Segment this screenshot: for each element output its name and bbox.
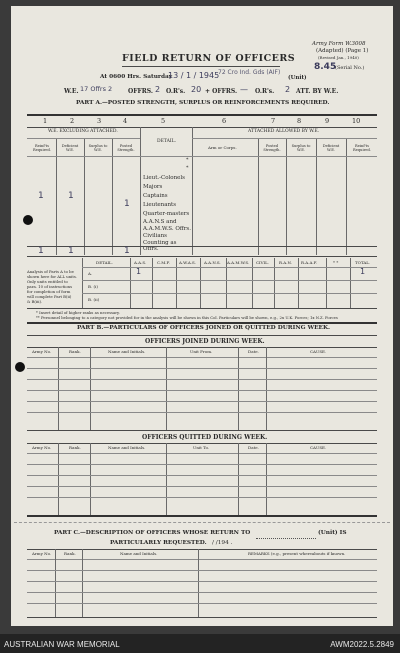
grid-line (152, 258, 153, 308)
joined-bottom-rule (27, 430, 377, 431)
rank-captains: Captains (143, 193, 168, 199)
analysis-col-header: A.A.N.S. (204, 260, 221, 265)
archive-footer (0, 634, 400, 653)
part-a-title: PART A.—POSTED STRENGTH, SURPLUS OR REINFORCEMENTS REQUIRED. (76, 100, 330, 106)
we-value: 17 Offrs 2 (80, 85, 113, 93)
part-c-line1-suffix: (Unit) IS (318, 530, 347, 536)
col-header: Surplus to W.E. (291, 144, 311, 153)
ors-value: 20 (191, 85, 202, 94)
plus-offrs-value: — (240, 85, 248, 94)
grid-line (166, 443, 167, 515)
part-a-top-rule (27, 114, 377, 116)
analysis-row-rule (82, 293, 377, 294)
quitted-title: OFFICERS QUITTED DURING WEEK. (142, 434, 268, 441)
part-c-col-remarks: REMARKS (e.g., present whereabouts if known. (248, 551, 346, 556)
col-number: 9 (325, 117, 330, 125)
form-ref-line-3: (Revised Jan., 1940) (318, 55, 359, 60)
quitted-row-rule (27, 486, 377, 487)
part-c-unit-blank (256, 538, 316, 539)
total-posted-strength: 1 (124, 246, 130, 256)
joined-col-name: Name and Initials. (108, 349, 146, 354)
analysis-line: para. 10 of instructions (27, 284, 73, 289)
analysis-col-header: TOTAL. (355, 260, 371, 265)
quitted-header-rule (27, 453, 377, 454)
footnote-2: ** Personnel belonging to a category not provided for in the analysis will be shown in this Col. Particulars will be shown, e.g., 2x U.K. Forces; 1x N.Z. Forces (36, 315, 338, 320)
joined-row-rule (27, 390, 377, 391)
plus-offrs-label: + OFFRS. (205, 88, 238, 95)
grid-line (140, 127, 141, 255)
quitted-title-rule (27, 443, 377, 444)
grid-line (176, 258, 177, 308)
grid-line (166, 347, 167, 430)
grid-line (90, 443, 91, 515)
grid-line (298, 258, 299, 308)
part-b-top-rule (27, 322, 377, 324)
part-c-bottom-rule (27, 617, 377, 618)
grid-line (252, 258, 253, 308)
quitted-row-rule (27, 464, 377, 465)
quitted-col-unit-to: Unit To. (193, 445, 210, 450)
col-header: Posted Strength. (117, 144, 135, 153)
att-value: 2 (285, 85, 291, 94)
grid-line (198, 549, 199, 617)
grid-line (350, 258, 351, 308)
part-c-row-rule (27, 581, 377, 582)
col-number: 10 (352, 117, 361, 125)
grid-line (238, 443, 239, 515)
quitted-row-rule (27, 475, 377, 476)
part-c-row-rule (27, 603, 377, 604)
ors2-label: O.R's. (255, 88, 275, 95)
total-rule (27, 246, 377, 247)
we-label: W.E. (64, 88, 79, 95)
group-right-header: ATTACHED ALLOWED BY W.E. (248, 129, 320, 134)
offrs-label: OFFRS. (128, 88, 153, 95)
part-b-bottom-rule (27, 515, 377, 517)
analysis-row-label: A. (88, 271, 93, 276)
joined-col-unit-from: Unit From. (190, 349, 213, 354)
asterisk-marker: * (186, 165, 189, 171)
value-deficient: 1 (68, 191, 74, 201)
quitted-col-cause: CAUSE. (310, 445, 327, 450)
grid-line (82, 549, 83, 617)
analysis-line: for completion of form (27, 289, 71, 294)
part-b-title: PART B.—PARTICULARS OF OFFICERS JOINED OR QUITTED DURING WEEK. (77, 325, 331, 331)
analysis-col-header: A.W.A.S. (179, 260, 196, 265)
grid-line (58, 443, 59, 515)
col-header: Arm or Corps. (208, 145, 237, 150)
punch-hole-bottom (15, 362, 25, 372)
part-c-header-rule (27, 559, 377, 560)
joined-row-rule (27, 401, 377, 402)
quitted-row-rule (27, 497, 377, 498)
joined-row-rule (27, 368, 377, 369)
part-c-line1-prefix: PART C.—DESCRIPTION OF OFFICERS WHOSE RETURN TO (54, 530, 251, 536)
footer-institution: AUSTRALIAN WAR MEMORIAL (4, 640, 120, 649)
hours-label: At 0600 Hrs. Saturday (100, 74, 173, 80)
part-c-row-rule (27, 592, 377, 593)
grid-line (55, 549, 56, 617)
value-posted-strength: 1 (124, 199, 130, 209)
joined-row-rule (27, 379, 377, 380)
col-header: Deficient W.E. (61, 144, 79, 153)
part-a-header-rule (27, 127, 377, 128)
form-ref-line-2: (Adapted) (Page 1) (316, 48, 369, 54)
part-c-col-rank: Rank. (64, 551, 76, 556)
col-number: 2 (70, 117, 75, 125)
group-left-header: W.E. EXCLUDING ATTACHED. (48, 129, 118, 134)
unit-value: 72 Cro Ind. Gds (AIF) (218, 69, 281, 76)
footer-accession-number: AWM2022.5.2849 (330, 640, 394, 649)
group-rule-right (192, 138, 377, 139)
value-reinf-required: 1 (38, 191, 44, 201)
part-b-title-rule (27, 335, 377, 336)
part-c-line2: PARTICULARLY REQUESTED. (110, 540, 207, 546)
analysis-col-header: R.A.A.F. (301, 260, 318, 265)
serial-value: 8.45 (314, 62, 337, 72)
part-a-bottom-rule (27, 256, 377, 257)
part-c-header-top (27, 549, 377, 550)
analysis-header-rule (82, 267, 377, 268)
analysis-line: Analysis of Parts A to be (27, 269, 74, 274)
col-header: Posted Strength. (263, 144, 281, 153)
grid-line (130, 258, 131, 308)
rank-civilians: Civilians Counting as Offrs. (143, 233, 177, 253)
analysis-row-label: B. (i) (88, 284, 98, 289)
total-reinf-required: 1 (38, 246, 44, 256)
rank-quartermasters: Quarter-masters (143, 211, 190, 217)
col-number: 6 (222, 117, 227, 125)
part-c-row-rule (27, 570, 377, 571)
analysis-line: will complete Part B(ii) (27, 294, 72, 299)
unit-label: (Unit) (288, 75, 307, 81)
footnote-1: * Insert detail of higher ranks as necessary. (36, 310, 120, 315)
part-c-col-army-no: Army No. (32, 551, 52, 556)
rank-majors: Majors (143, 184, 163, 190)
part-c-date: / /194 . (212, 540, 233, 546)
serial-label: (Serial No.) (335, 65, 365, 71)
col-number: 5 (161, 117, 166, 125)
grid-line (82, 258, 83, 308)
form-title: FIELD RETURN OF OFFICERS (122, 53, 296, 64)
col-number: 1 (43, 117, 48, 125)
analysis-total-value: 1 (360, 267, 366, 276)
analysis-col-header: * * (333, 260, 339, 265)
grid-line (90, 347, 91, 430)
col-number: 7 (271, 117, 276, 125)
asterisk-marker: * (186, 157, 189, 163)
form-ref-line-1: Army Form W.3008 (312, 41, 366, 47)
group-rule-left (27, 138, 140, 139)
analysis-col-header: DETAIL. (96, 260, 113, 265)
joined-col-date: Date. (248, 349, 259, 354)
grid-line (226, 258, 227, 308)
joined-col-cause: CAUSE. (310, 349, 327, 354)
ors-label: O.R's. (166, 88, 186, 95)
part-c-col-name: Name and Initials. (120, 551, 158, 556)
grid-line (200, 258, 201, 308)
rank-aans-aamws: A.A.N.S and A.A.M.W.S. Offrs. (143, 219, 191, 232)
grid-line (58, 347, 59, 430)
punch-hole-top (23, 215, 33, 225)
grid-line (274, 258, 275, 308)
col-number: 8 (297, 117, 302, 125)
rank-lt-colonels: Lieut.-Colonels (143, 175, 185, 181)
analysis-col-header: C.M.F. (157, 260, 170, 265)
detail-header: DETAIL. (157, 139, 177, 144)
quitted-col-name: Name and Initials. (108, 445, 146, 450)
col-number: 3 (97, 117, 102, 125)
analysis-col-header: CIVIL. (256, 260, 270, 265)
col-header: Surplus to W.E. (88, 144, 108, 153)
col-header: Reinf'ts Required. (353, 144, 371, 153)
grid-line (238, 347, 239, 430)
grid-line (266, 443, 267, 515)
quitted-col-rank: Rank. (69, 445, 81, 450)
joined-title: OFFICERS JOINED DURING WEEK. (145, 338, 265, 345)
joined-row-rule (27, 412, 377, 413)
analysis-col-header: A.A.S. (134, 260, 147, 265)
joined-col-rank: Rank. (69, 349, 81, 354)
analysis-line: Only units entitled to (27, 279, 68, 284)
analysis-col-header: A.A.M.W.S. (227, 260, 250, 265)
att-label: ATT. BY W.E. (296, 88, 339, 95)
analysis-line: & B(iii). (27, 299, 43, 304)
grid-line (192, 127, 193, 255)
column-numbers (27, 117, 377, 127)
rank-lieutenants: Lieutenants (143, 202, 177, 208)
total-deficient: 1 (68, 246, 74, 256)
quitted-col-army-no: Army No. (32, 445, 52, 450)
col-number: 4 (123, 117, 128, 125)
analysis-row-rule (82, 280, 377, 281)
subheader-rule (27, 156, 377, 157)
analysis-bottom-rule (27, 308, 377, 309)
analysis-row-label: B. (ii) (88, 297, 100, 302)
quitted-col-date: Date. (248, 445, 259, 450)
joined-header-rule (27, 357, 377, 358)
joined-col-army-no: Army No. (32, 349, 52, 354)
joined-title-rule (27, 347, 377, 348)
part-c-separator (14, 522, 390, 523)
analysis-aas-value: 1 (136, 267, 142, 276)
title-underline (122, 66, 280, 67)
col-header: Deficient W.E. (322, 144, 340, 153)
col-header: Reinf'ts Required. (33, 144, 51, 153)
grid-line (266, 347, 267, 430)
grid-line (326, 258, 327, 308)
analysis-col-header: R.A.N. (279, 260, 292, 265)
analysis-line: shown here for ALL units. (27, 274, 78, 279)
offrs-value: 2 (155, 85, 161, 94)
date-value: 13 / 1 / 1945 (168, 71, 220, 80)
